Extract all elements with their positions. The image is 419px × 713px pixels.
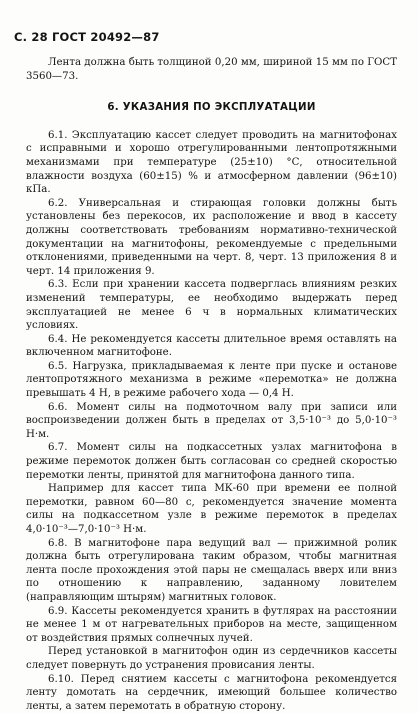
paragraph-6-4: 6.4. Не рекомендуется кассеты длительное время оставлять на включенном магнитофоне. (26, 333, 397, 359)
paragraph-6-10: 6.10. Перед снятием кассеты с магнитофона рекомендуется ленту домотать на сердечник, имеющий большее количество ленты, а затем перемотать в обратную сторону. (26, 673, 397, 712)
document-body (26, 56, 397, 713)
paragraph-6-7: 6.7. Момент силы на подкассетных узлах магнитофона в режиме перемоток должен быть согласован со средней скоростью перемотки ленты, принятой для магнитофона данного типа. (26, 442, 397, 481)
page-header: С. 28 ГОСТ 20492—87 (14, 30, 160, 44)
paragraph-6-8: 6.8. В магнитофоне пара ведущий вал — прижимной ролик должна быть отрегулирована таким образом, чтобы магнитная лента после прохождения этой пары не смещалась вверх или вниз по отношению к направлению, заданному ловителем (направляющим штырям) магнитных головок. (26, 537, 397, 603)
paragraph-6-6: 6.6. Момент силы на подмоточном валу при записи или воспроизведении должен быть в пределах от 3,5·10⁻³ до 5,0·10⁻³ Н·м. (26, 401, 397, 440)
paragraph-6-9-note: Перед установкой в магнитофон один из сердечников кассеты следует повернуть до устранения провисания ленты. (26, 646, 397, 671)
paragraph-6-7-example: Например для кассет типа МК-60 при времени ее полной перемотки, равном 60—80 с, рекомендуется значение момента силы на подкассетном узле в режиме перемоток в пределах 4,0·10⁻³—7,0·10⁻³ Н·м. (26, 483, 397, 535)
section-title: 6. УКАЗАНИЯ ПО ЭКСПЛУАТАЦИИ (107, 102, 316, 114)
paragraph-6-3: 6.3. Если при хранении кассета подверглась влияниям резких изменений температуры, ее необходимо выдержать перед эксплуатацией не менее 6 ч в нормальных климатических условиях. (26, 279, 397, 332)
paragraph-6-5: 6.5. Нагрузка, прикладываемая к ленте при пуске и останове лентопротяжного механизма в режиме «перемотка» не должна превышать 4 Н, в режиме рабочего хода — 0,4 Н. (26, 360, 397, 400)
paragraph-6-9: 6.9. Кассеты рекомендуется хранить в футлярах на расстоянии не менее 1 м от нагревательных приборов на месте, защищенном от воздействия прямых солнечных лучей. (26, 605, 397, 644)
paragraph-6-1: 6.1. Эксплуатацию кассет следует проводить на магнитофонах с исправными и хорошо отрегулированными лентопротяжными механизмами при температуре (25±10) °С, относительной влажности воздуха (60±15) % и атмосферном давлении (96±10) кПа. (26, 129, 397, 196)
intro-paragraph: Лента должна быть толщиной 0,20 мм, шириной 15 мм по ГОСТ 3560—73. (26, 57, 397, 82)
paragraph-6-2: 6.2. Универсальная и стирающая головки должны быть установлены без перекосов, их расположение и ввод в кассету должны соответствовать требованиям нормативно-технической документации на магнитофоны, рекомендуемые с предельными отклонениями, приведенными на черт. 8, черт. 13 приложения 8 и черт. 14 приложения 9. (26, 197, 397, 277)
